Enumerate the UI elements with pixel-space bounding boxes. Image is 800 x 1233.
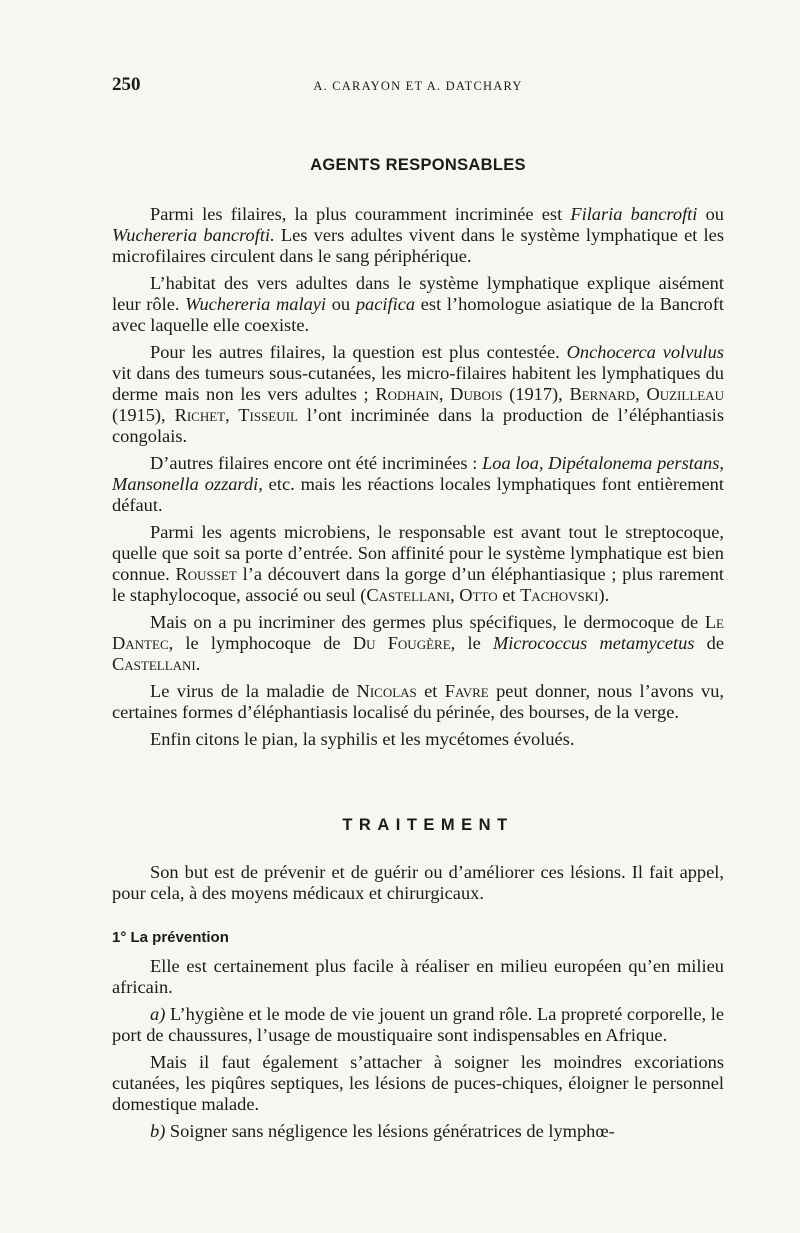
paragraph: Son but est de prévenir et de guérir ou d’améliorer ces lésions. Il fait appel, pour cela, à des moyens médicaux et chirurgicaux.	[112, 862, 724, 903]
paragraph: Elle est certainement plus facile à réaliser en milieu européen qu’en milieu africain.	[112, 956, 724, 997]
traitement-intro	[112, 862, 724, 910]
agents-body	[112, 204, 724, 756]
section-title-traitement: TRAITEMENT	[342, 816, 514, 834]
paragraph: Pour les autres filaires, la question est plus contestée. Onchocerca volvulus vit dans des tumeurs sous-cutanées, les micro-filaires habitent les lymphatiques du derme mais non les vers adultes ; Rodhain, Dubois (1917), Bernard, Ouzilleau (1915), Richet, Tisseuil l’ont incriminée dans la production de l’éléphantiasis congolais.	[112, 342, 725, 446]
paragraph: Parmi les agents microbiens, le responsable est avant tout le streptocoque, quelle que soit sa porte d’entrée. Son affinité pour le système lymphatique est bien connue. Rousset l’a découvert dans la gorge d’un éléphantiasique ; plus rarement le staphylocoque, associé ou seul (Castellani, Otto et Tachovski).	[112, 522, 724, 605]
paragraph: Le virus de la maladie de Nicolas et Favre peut donner, nous l’avons vu, certaines formes d’éléphantiasis localisé du périnée, des bourses, de la verge.	[112, 681, 725, 722]
paragraph: b) Soigner sans négligence les lésions génératrices de lymphœ-	[150, 1121, 615, 1141]
paragraph: Parmi les filaires, la plus couramment incriminée est Filaria bancrofti ou Wuchereria bancrofti. Les vers adultes vivent dans le système lymphatique et les microfilaires circulent dans le sang périphérique.	[112, 204, 724, 266]
prevention-body	[112, 956, 724, 1148]
paragraph: D’autres filaires encore ont été incriminées : Loa loa, Dipétalonema perstans, Mansonella ozzardi, etc. mais les réactions locales lymphatiques font entièrement défaut.	[112, 453, 724, 515]
section-title-agents: AGENTS RESPONSABLES	[310, 156, 526, 174]
paragraph: Enfin citons le pian, la syphilis et les mycétomes évolués.	[150, 729, 575, 749]
page-number: 250	[112, 74, 141, 95]
subsection-title-prevention: 1° La prévention	[112, 929, 229, 946]
paragraph: Mais on a pu incriminer des germes plus spécifiques, le dermocoque de Le Dantec, le lymphocoque de Du Fougère, le Micrococcus metamycetus de Castellani.	[112, 612, 725, 674]
page-header	[112, 74, 724, 98]
paragraph: Mais il faut également s’attacher à soigner les moindres excoriations cutanées, les piqûres septiques, les lésions de puces-chiques, éloigner le personnel domestique malade.	[112, 1052, 724, 1114]
paragraph: a) L’hygiène et le mode de vie jouent un grand rôle. La propreté corporelle, le port de chaussures, l’usage de moustiquaire sont indispensables en Afrique.	[112, 1004, 724, 1045]
running-head: A. CARAYON ET A. DATCHARY	[313, 79, 523, 93]
paragraph: L’habitat des vers adultes dans le système lymphatique explique aisément leur rôle. Wuchereria malayi ou pacifica est l’homologue asiatique de la Bancroft avec laquelle elle coexiste.	[112, 273, 724, 335]
